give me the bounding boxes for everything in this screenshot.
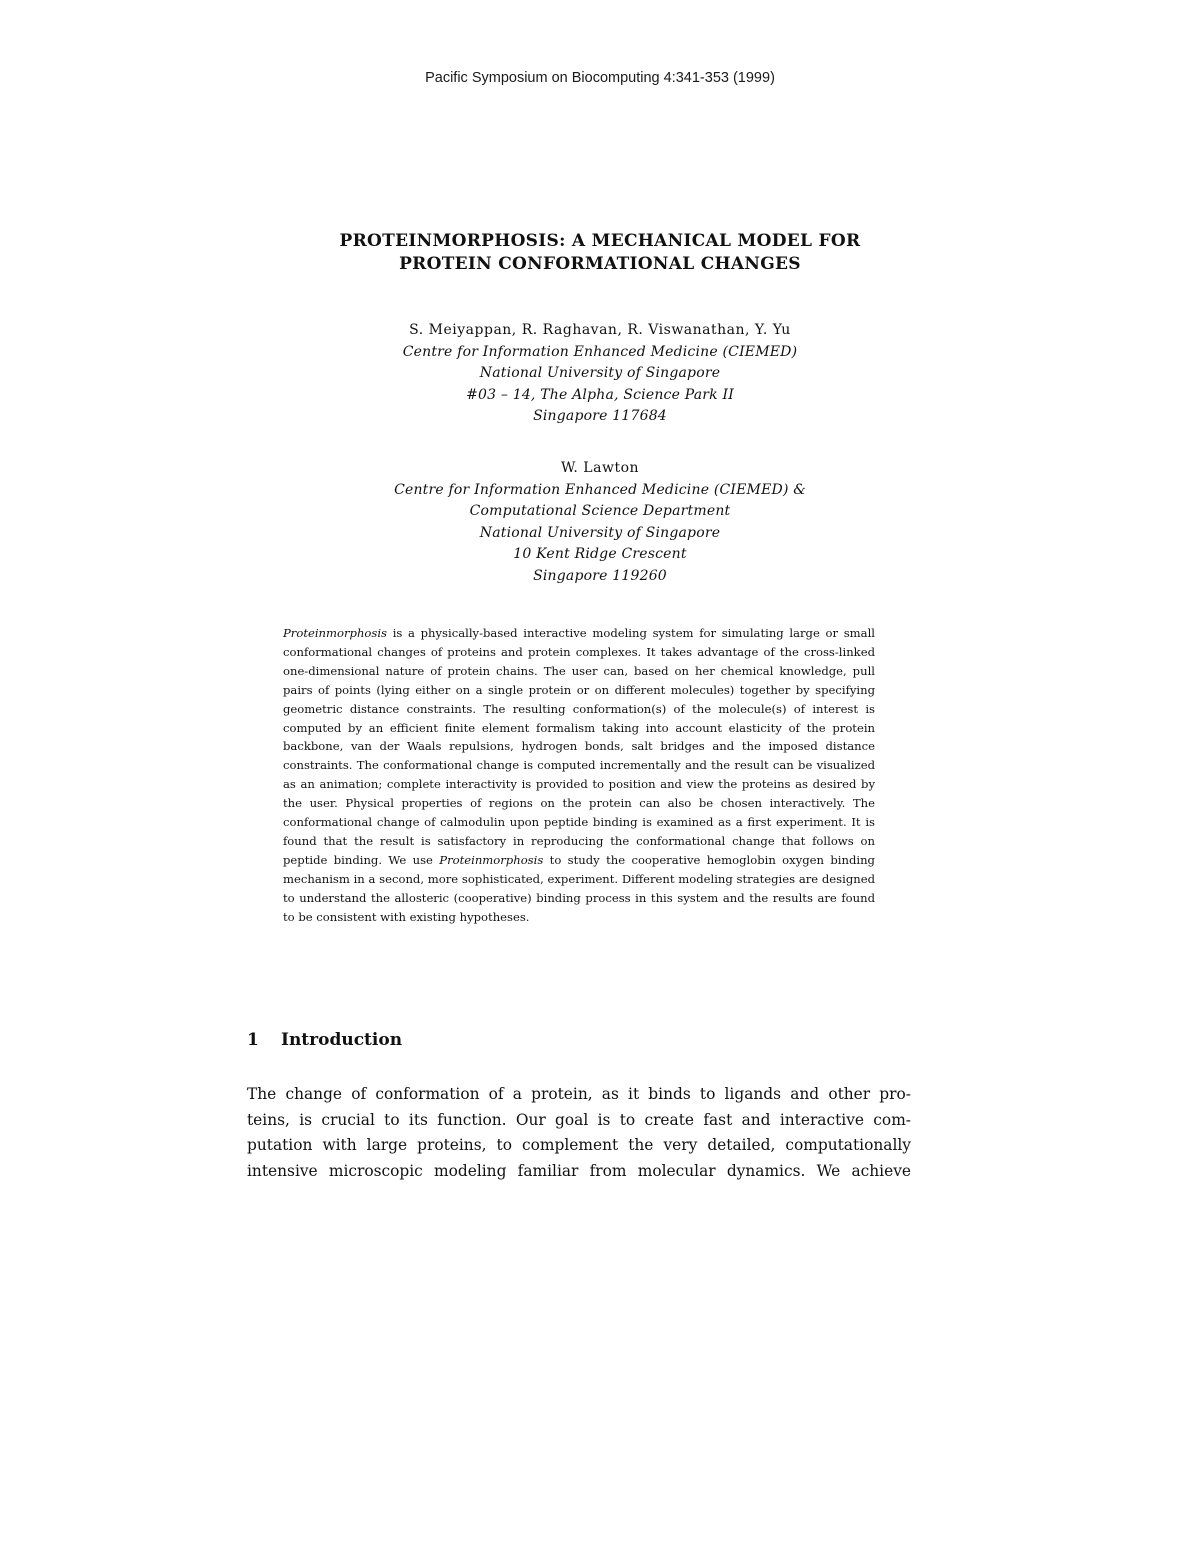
- abstract-term: Proteinmorphosis: [283, 626, 388, 640]
- abstract-text-part-2: to study the cooperative hemoglobin oxygen binding mechanism in a second, more sophisticated, experiment. Different modeling strategies are designed to understand the allosteric (cooperative) binding process in this system and the results are found to be consistent with existing hypotheses.: [283, 852, 875, 924]
- affiliation-line: Centre for Information Enhanced Medicine (CIEMED) &: [394, 481, 806, 498]
- author-names-2: W. Lawton: [560, 460, 640, 476]
- intro-line: The change of conformation of a protein, as it binds to ligands and other pro-: [247, 1085, 911, 1103]
- affiliation-line: Centre for Information Enhanced Medicine (CIEMED): [402, 343, 798, 360]
- intro-line: putation with large proteins, to complement the very detailed, computationally: [247, 1136, 911, 1154]
- intro-line: teins, is crucial to its function. Our goal is to create fast and interactive com-: [247, 1110, 911, 1129]
- affiliation-line: 10 Kent Ridge Crescent: [513, 546, 687, 562]
- abstract-text-part-1: is a physically-based interactive modeling system for simulating large or small conformational changes of proteins and protein complexes. It takes advantage of the cross-linked one-dimensional nature of protein chains. The user can, based on her chemical knowledge, pull pairs of points (lying either on a single protein or on different molecules) together by specifying geometric distance constraints. The resulting conformation(s) of the molecule(s) of interest is computed by an efficient finite element formalism taking into account elasticity of the protein backbone, van der Waals repulsions, hydrogen bonds, salt bridges and the imposed distance constraints. The conformational change is computed incrementally and the result can be visualized as an animation; complete interactivity is provided to position and view the proteins as desired by the user. Physical properties of regions on the protein can also be chosen interactively. The conformational change of calmodulin upon peptide binding is examined as a first experiment. It is found that the result is satisfactory in reproducing the conformational change that follows on peptide binding. We use: [283, 626, 875, 867]
- affiliation-line: #03 – 14, The Alpha, Science Park II: [466, 386, 734, 403]
- affiliation-line: Singapore 119260: [533, 567, 667, 584]
- author-block-2: [200, 458, 1000, 587]
- affiliation-line: Singapore 117684: [533, 408, 667, 424]
- section-title: Introduction: [281, 1030, 403, 1050]
- author-block-1: [200, 320, 1000, 428]
- abstract: [283, 624, 875, 927]
- intro-line: intensive microscopic modeling familiar from molecular dynamics. We achieve: [247, 1161, 911, 1180]
- running-header: Pacific Symposium on Biocomputing 4:341-353 (1999): [425, 70, 775, 86]
- paper-title: [200, 230, 1000, 276]
- affiliation-line: Computational Science Department: [469, 503, 731, 519]
- introduction-body: [247, 1082, 911, 1184]
- affiliation-line: National University of Singapore: [479, 365, 721, 381]
- abstract-term-2: Proteinmorphosis: [439, 852, 544, 867]
- affiliation-line: National University of Singapore: [479, 524, 721, 541]
- title-line-2: PROTEIN CONFORMATIONAL CHANGES: [399, 254, 801, 274]
- section-heading-introduction: [247, 1030, 402, 1050]
- section-number: 1: [247, 1030, 259, 1050]
- author-names-1: S. Meiyappan, R. Raghavan, R. Viswanathan, Y. Yu: [409, 322, 791, 338]
- title-line-1: PROTEINMORPHOSIS: A MECHANICAL MODEL FOR: [339, 231, 861, 251]
